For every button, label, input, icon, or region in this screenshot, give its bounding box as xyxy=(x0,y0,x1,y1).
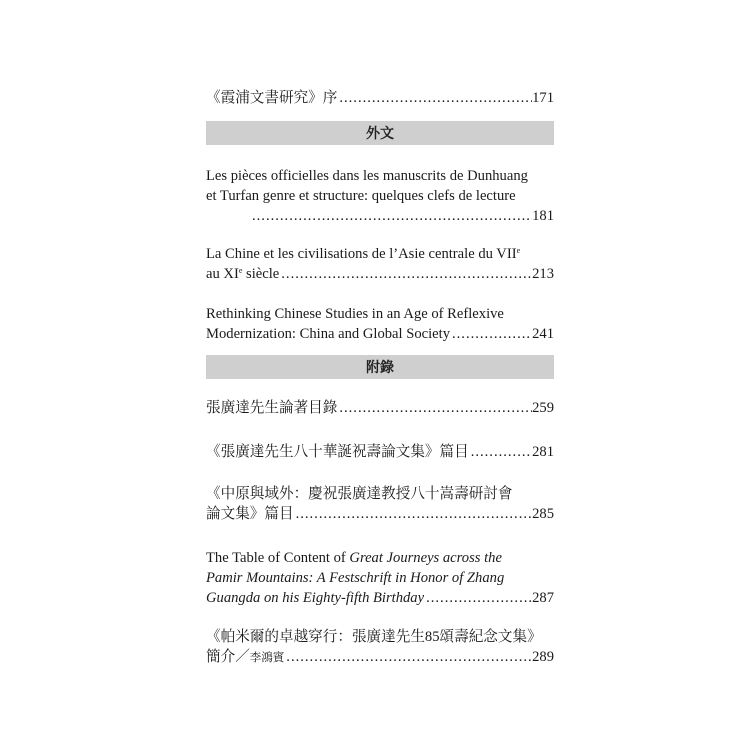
entry-title-line-2: au XIe siècle xyxy=(206,266,280,282)
entry-title-line-1: Rethinking Chinese Studies in an Age of Reflexive xyxy=(206,306,504,322)
entry-title-line-2: Modernization: China and Global Society xyxy=(206,326,450,342)
entry-title-line-2: 論文集》篇目 xyxy=(206,506,294,522)
entry-title-line-2: et Turfan genre et structure: quelques clefs de lecture xyxy=(206,188,516,204)
toc-entry-171[interactable] xyxy=(206,88,554,108)
toc-entry-213[interactable] xyxy=(206,244,554,284)
entry-title-line-2: 簡介／李鴻賓 xyxy=(206,649,285,665)
dot-leader xyxy=(450,324,532,344)
entry-title: 張廣達先生論著目錄 xyxy=(206,400,338,416)
dot-leader xyxy=(424,588,532,608)
entry-title: 《張廣達先生八十華誕祝壽論文集》篇目 xyxy=(206,444,469,460)
entry-title-line-2: Pamir Mountains: A Festschrift in Honor of Zhang xyxy=(206,570,505,586)
entry-title: 《霞浦文書研究》序 xyxy=(206,90,338,106)
author-name: 李鴻賓 xyxy=(249,652,285,664)
page-number: 213 xyxy=(532,266,554,282)
page-number: 171 xyxy=(532,90,554,106)
toc-entry-285[interactable] xyxy=(206,484,554,524)
entry-title-line-1: 《中原與域外：慶祝張廣達教授八十嵩壽研討會 xyxy=(206,486,513,502)
entry-title-line-1: The Table of Content of Great Journeys across the xyxy=(206,550,502,566)
page-number: 181 xyxy=(532,208,554,224)
section-header-appendix: 附錄 xyxy=(206,355,554,379)
dot-leader xyxy=(469,442,532,462)
toc-entry-287[interactable] xyxy=(206,548,554,608)
entry-title-line-1: La Chine et les civilisations de l’Asie centrale du VIIe xyxy=(206,246,521,262)
toc-entry-181[interactable] xyxy=(206,166,554,226)
page-number: 241 xyxy=(532,326,554,342)
dot-leader xyxy=(284,647,532,667)
dot-leader xyxy=(337,398,532,418)
toc-entry-259[interactable] xyxy=(206,398,554,418)
italic-title: Great Journeys across the xyxy=(349,550,502,566)
page-number: 259 xyxy=(532,400,554,416)
dot-leader xyxy=(294,504,533,524)
dot-leader xyxy=(279,264,532,284)
page-number: 285 xyxy=(532,506,554,522)
page-number: 287 xyxy=(532,590,554,606)
entry-title-line-3: Guangda on his Eighty-fifth Birthday xyxy=(206,590,425,606)
section-header-foreign: 外文 xyxy=(206,121,554,145)
page-number: 281 xyxy=(532,444,554,460)
dot-leader xyxy=(337,88,532,108)
page-number: 289 xyxy=(532,649,554,665)
dot-leader xyxy=(250,206,532,226)
toc-entry-281[interactable] xyxy=(206,442,554,462)
toc-entry-289[interactable] xyxy=(206,627,554,668)
entry-title-line-1: 《帕米爾的卓越穿行：張廣達先生85頌壽紀念文集》 xyxy=(206,629,542,645)
entry-title-line-1: Les pièces officielles dans les manuscrits de Dunhuang xyxy=(206,168,528,184)
superscript-e: e xyxy=(238,266,243,275)
superscript-e: e xyxy=(516,246,521,255)
toc-entry-241[interactable] xyxy=(206,304,554,344)
